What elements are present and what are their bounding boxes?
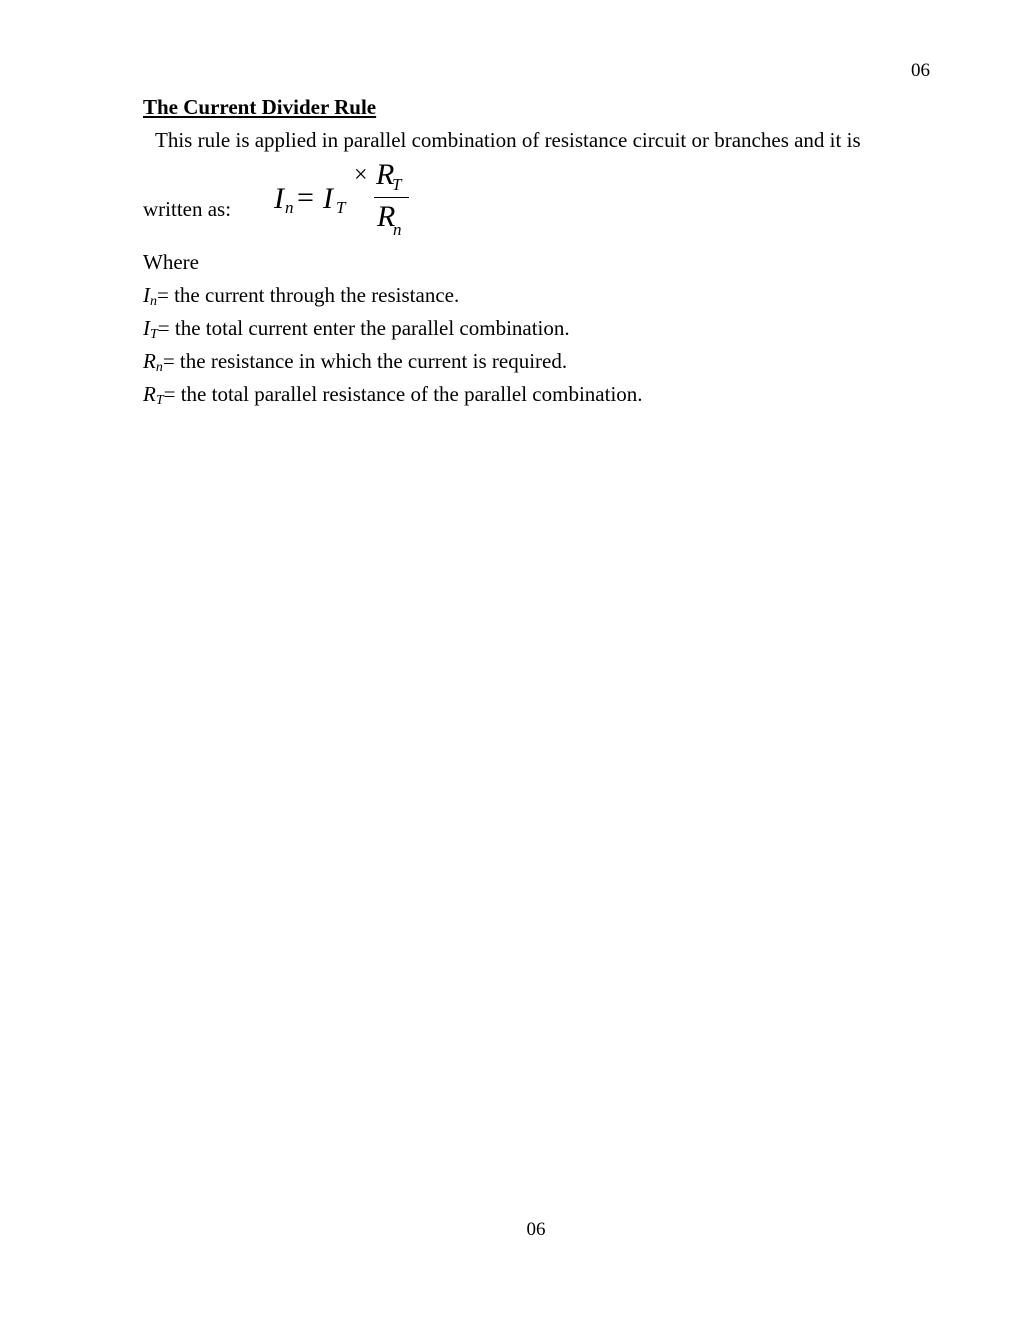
section-title: The Current Divider Rule [143, 95, 377, 119]
definition-text: = the resistance in which the current is required. [162, 349, 568, 373]
definition-subscript: T [150, 327, 158, 342]
definition-symbol: I [143, 283, 150, 307]
where-label: Where [143, 250, 199, 274]
formula-numerator-subscript: T [392, 175, 402, 194]
current-divider-formula [268, 158, 428, 248]
definition-item [143, 282, 643, 315]
definition-text: = the total parallel resistance of the parallel combination. [163, 382, 643, 406]
definition-symbol: R [143, 349, 156, 373]
formula-denominator-symbol: R [377, 200, 396, 233]
formula-numerator-symbol: R [376, 158, 395, 191]
definition-item [143, 315, 643, 348]
formula-times-sign: × [354, 162, 368, 188]
definition-symbol: R [143, 382, 156, 406]
formula-rhs-subscript: T [336, 198, 346, 217]
formula-lhs-symbol: I [274, 182, 284, 215]
definition-text: = the total current enter the parallel combination. [157, 316, 570, 340]
formula-denominator-subscript: n [393, 220, 402, 239]
formula-equals: = [297, 181, 314, 214]
definition-text: = the current through the resistance. [157, 283, 460, 307]
page-number-top: 06 [911, 60, 930, 81]
written-as-label: written as: [143, 197, 232, 221]
formula-lhs-subscript: n [285, 198, 294, 217]
intro-paragraph: This rule is applied in parallel combination of resistance circuit or branches and it is [155, 128, 861, 152]
definition-subscript: n [155, 360, 163, 375]
definitions-block [143, 249, 643, 414]
page-number-bottom: 06 [526, 1219, 546, 1240]
definition-item [143, 381, 643, 414]
definition-symbol: I [143, 316, 150, 340]
definition-subscript: n [150, 294, 157, 309]
formula-rhs-symbol: I [323, 182, 333, 215]
formula-fraction-bar [374, 197, 409, 198]
definition-item [143, 348, 643, 381]
definition-subscript: T [155, 393, 164, 408]
